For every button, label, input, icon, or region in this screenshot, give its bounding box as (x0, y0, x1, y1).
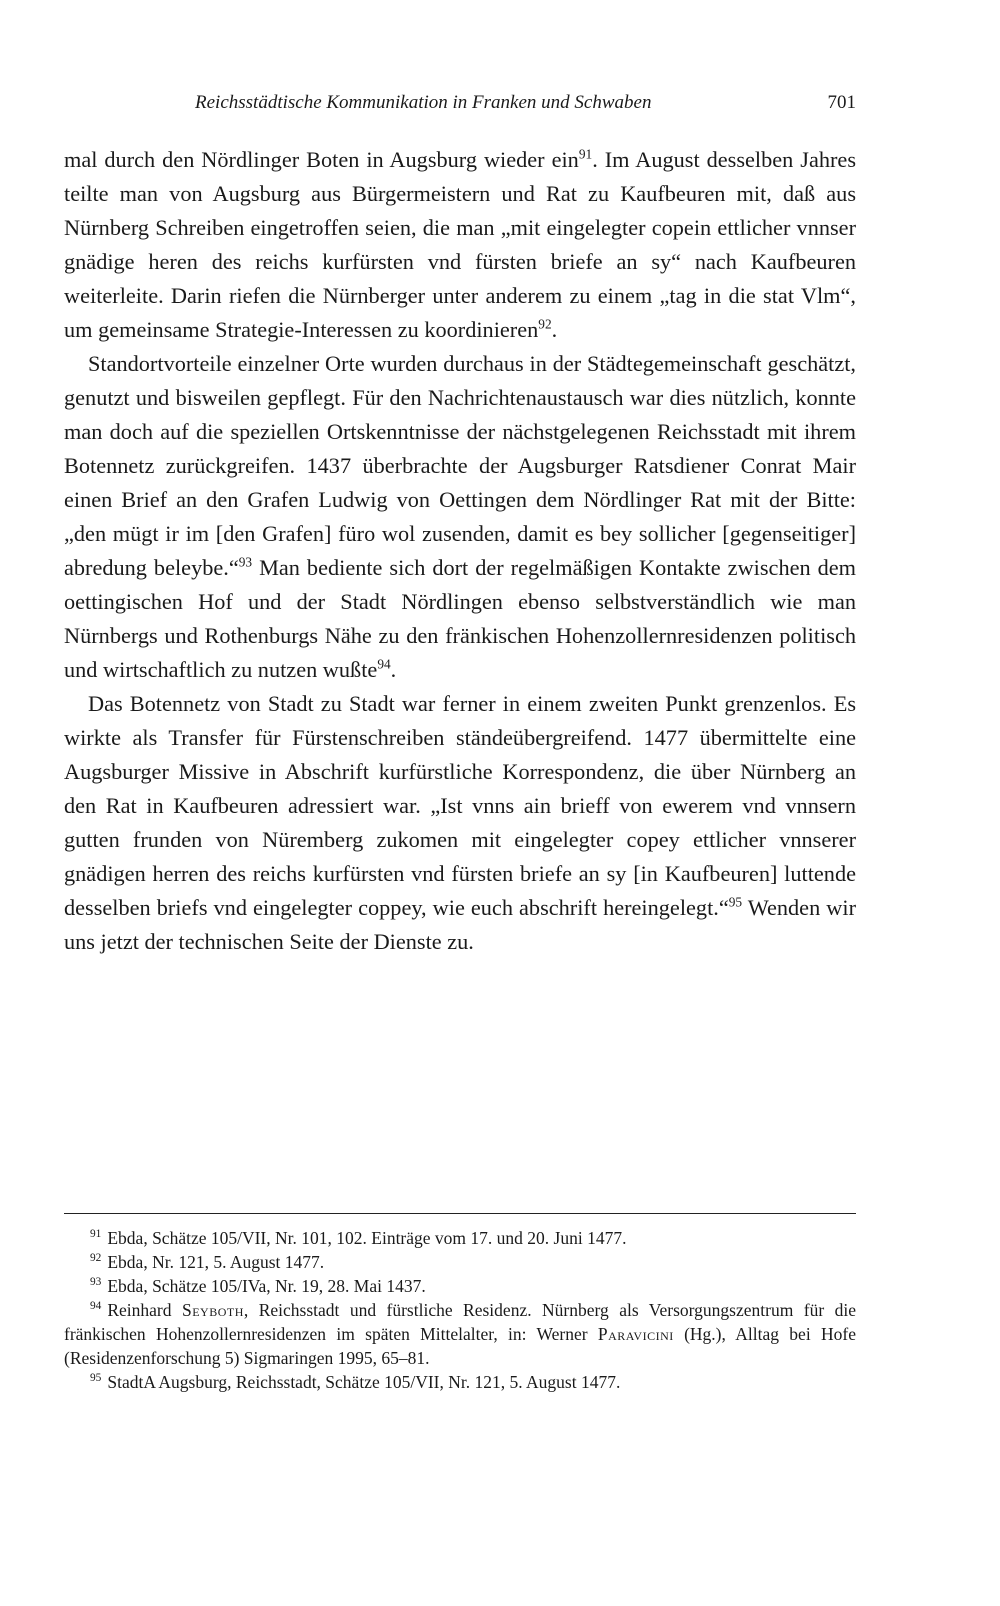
text-run: . (390, 657, 397, 682)
text-run: Das Botennetz von Stadt zu Stadt war ferner in einem zweiten Punkt grenzenlos. Es wirkte als Transfer für Fürstenschreiben ständeübergreifend. 1477 übermittelte eine Augsburger Missive in Abschrift kurfürstliche Korrespondenz, die über Nürnberg an den Rat in Kaufbeuren adressiert war. „Ist vnns ain brieff von ewerem vnd vnnsern gutten frunden von Nüremberg zukomen mit eingelegter copey ettlicher vnnserer gnädigen herren des reichs kurfürsten vnd fürsten briefe an sy [in Kaufbeuren] luttende desselben briefs vnd eingelegter coppey, wie euch abschrift hereingelegt.“ (64, 691, 856, 920)
footnote-rule (64, 1213, 856, 1214)
footnote (64, 1250, 856, 1274)
text-run: Standortvorteile einzelner Orte wurden durchaus in der Städtegemeinschaft geschätzt, genutzt und bisweilen gepflegt. Für den Nachrichtenaustausch war dies nützlich, konnte man doch auf die speziellen Ortskenntnisse der nächstgelegenen Reichsstadt mit ihrem Botennetz zurückgreifen. 1437 überbrachte der Augsburger Ratsdiener Conrat Mair einen Brief an den Grafen Ludwig von Oettingen dem Nördlinger Rat mit der Bitte: „den mügt ir im [den Grafen] füro wol zusenden, damit es bey sollicher [gegenseitiger] abredung beleybe.“ (64, 351, 856, 580)
author-name: Seyboth (181, 1300, 244, 1320)
footnote-number: 94 (90, 1300, 102, 1313)
footnote-ref: 91 (578, 146, 593, 162)
text-run: (Hg.), Alltag bei Hofe (Residenzenforschung 5) Sigmaringen 1995, 65–81. (64, 1324, 856, 1368)
text-run: Ebda, Nr. 121, 5. August 1477. (107, 1252, 325, 1272)
footnote (64, 1226, 856, 1250)
running-header (195, 92, 856, 114)
footnote-ref: 94 (377, 656, 391, 672)
text-run: Ebda, Schätze 105/VII, Nr. 101, 102. Einträge vom 17. und 20. Juni 1477. (107, 1228, 627, 1248)
text-run: . Im August desselben Jahres teilte man von Augsburg aus Bürgermeistern und Rat zu Kaufbeuren mit, daß aus Nürnberg Schreiben eingetroffen seien, die man „mit eingelegter copein ettlicher vnnser gnädige heren des reichs kurfürsten vnd fürsten briefe an sy“ nach Kaufbeuren weiterleite. Darin riefen die Nürnberger unter anderem zu einem „tag in die stat Vlm“, um gemeinsame Strategie-Interessen zu koordinieren (64, 147, 857, 342)
author-name: Paravicini (597, 1324, 674, 1344)
text-run: Wenden wir uns jetzt der technischen Seite der Dienste zu. (64, 895, 856, 954)
text-run: Man bediente sich dort der regelmäßigen Kontakte zwischen dem oettingischen Hof und der Stadt Nördlingen ebenso selbstverständlich wie man Nürnbergs und Rothenburgs Nähe zu den fränkischen Hohenzollernresidenzen politisch und wirtschaftlich zu nutzen wußte (64, 555, 857, 682)
footnote-number: 91 (90, 1228, 102, 1241)
text-run: mal durch den Nördlinger Boten in Augsburg wieder ein (64, 147, 579, 172)
paragraph (64, 687, 856, 959)
text-run: Ebda, Schätze 105/IVa, Nr. 19, 28. Mai 1437. (107, 1276, 426, 1296)
footnotes (64, 1226, 856, 1394)
footnote-ref: 93 (238, 554, 253, 570)
body-text (64, 143, 856, 959)
paragraph (64, 143, 856, 347)
page-number: 701 (827, 92, 856, 113)
paragraph (64, 347, 856, 687)
text-run: , Reichsstadt und fürstliche Residenz. Nürnberg als Versorgungszentrum für die fränkischen Hohenzollernresidenzen im späten Mittelalter, in: Werner (64, 1300, 856, 1344)
footnote-number: 95 (90, 1372, 102, 1385)
footnote (64, 1370, 856, 1394)
footnote (64, 1274, 856, 1298)
text-run: StadtA Augsburg, Reichsstadt, Schätze 105/VII, Nr. 121, 5. August 1477. (107, 1372, 621, 1392)
footnote-number: 93 (90, 1276, 102, 1289)
footnote-ref: 92 (538, 316, 552, 332)
text-run: . (551, 317, 558, 342)
footnote-ref: 95 (728, 894, 743, 910)
text-run: Reinhard (107, 1300, 182, 1320)
footnote-number: 92 (90, 1252, 102, 1265)
footnote (64, 1298, 856, 1370)
running-title: Reichsstädtische Kommunikation in Franken und Schwaben (195, 92, 652, 113)
